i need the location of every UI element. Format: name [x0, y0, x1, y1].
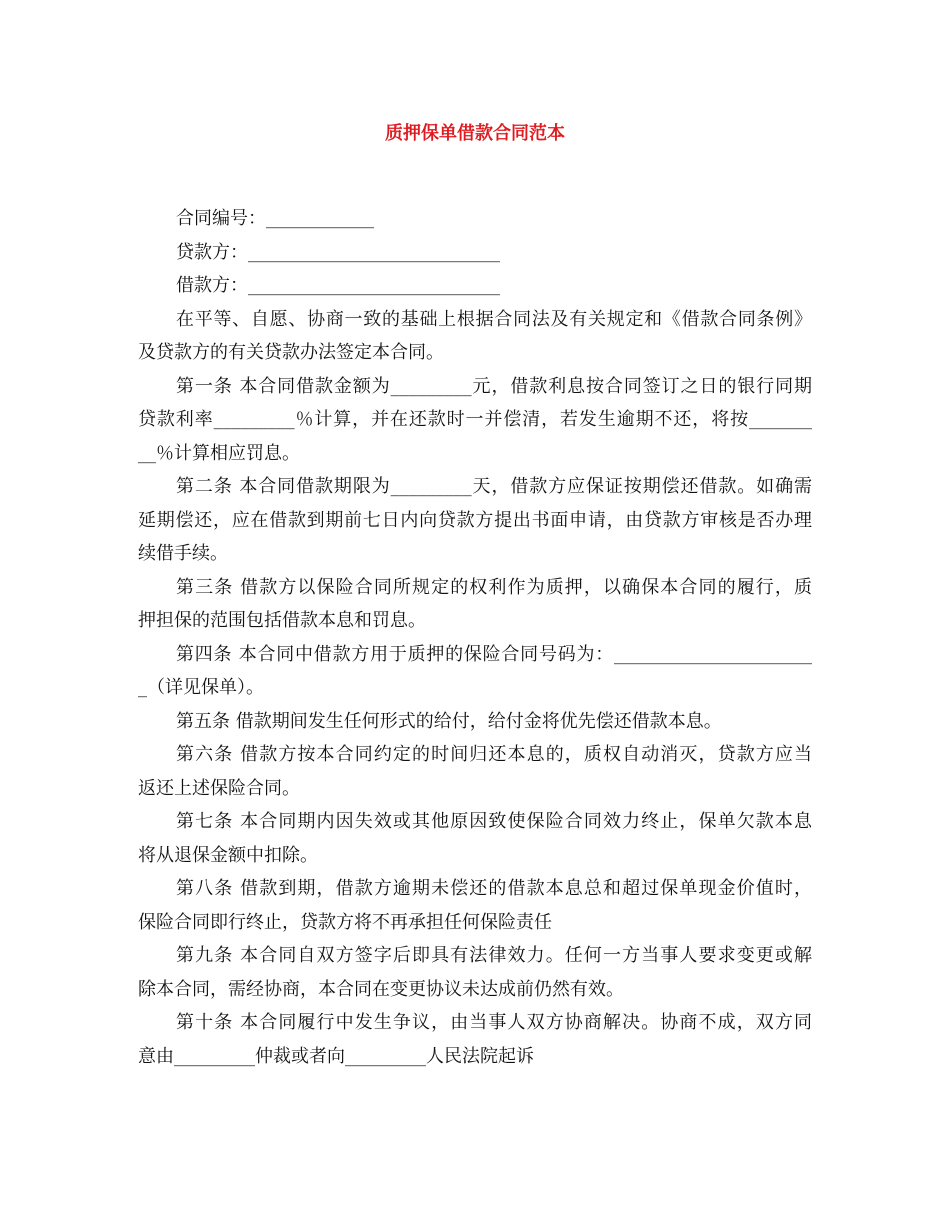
paragraph-line: 延期偿还，应在借款到期前七日内向贷款方提出书面申请，由贷款方审核是否办理 — [138, 509, 812, 531]
paragraph-article-10 — [138, 1006, 812, 1073]
borrower-field: 借款方：____________________________ — [176, 275, 500, 296]
contract-number-field: 合同编号：____________ — [176, 208, 374, 229]
paragraph-article-4 — [138, 638, 812, 705]
paragraph-line: 续借手续。 — [138, 543, 228, 564]
paragraph-line: __％计算相应罚息。 — [138, 442, 300, 464]
paragraph-line: 第四条 本合同中借款方用于质押的保险合同号码为：______________________ — [176, 643, 812, 665]
paragraph-line: _（详见保单）。 — [138, 677, 264, 698]
paragraph-article-3 — [138, 571, 812, 638]
paragraph-line: 第七条 本合同期内因失效或其他原因致使保险合同效力终止，保单欠款本息 — [176, 811, 812, 832]
paragraph-line: 押担保的范围包括借款本息和罚息。 — [138, 610, 426, 631]
paragraph-article-8 — [138, 872, 812, 939]
paragraph-line: 除本合同，需经协商，本合同在变更协议未达成前仍然有效。 — [138, 978, 624, 1000]
paragraph-line: 贷款利率_________％计算，并在还款时一并偿清，若发生逾期不还，将按_______ — [138, 409, 812, 430]
paragraph-article-5 — [138, 705, 812, 739]
paragraph-article-1 — [138, 370, 812, 471]
paragraph-preamble — [138, 303, 812, 370]
contract-body — [138, 303, 812, 1074]
paragraph-article-2 — [138, 470, 812, 571]
paragraph-line: 第十条 本合同履行中发生争议，由当事人双方协商解决。协商不成，双方同 — [176, 1012, 812, 1033]
paragraph-article-7 — [138, 805, 812, 872]
lender-field: 贷款方：____________________________ — [176, 241, 500, 263]
document-title: 质押保单借款合同范本 — [385, 123, 565, 144]
paragraph-line: 将从退保金额中扣除。 — [138, 844, 318, 866]
paragraph-line: 第六条 借款方按本合同约定的时间归还本息的，质权自动消灭，贷款方应当 — [176, 744, 812, 765]
paragraph-line: 在平等、自愿、协商一致的基础上根据合同法及有关规定和《借款合同条例》 — [176, 308, 812, 330]
paragraph-article-9 — [138, 939, 812, 1006]
paragraph-line: 第五条 借款期间发生任何形式的给付，给付金将优先偿还借款本息。 — [176, 710, 722, 732]
paragraph-line: 意由_________仲裁或者向_________人民法院起诉 — [138, 1045, 534, 1067]
paragraph-line: 第三条 借款方以保险合同所规定的权利作为质押，以确保本合同的履行，质 — [176, 576, 812, 598]
paragraph-line: 第一条 本合同借款金额为_________元，借款利息按合同签订之日的银行同期 — [176, 375, 812, 397]
paragraph-line: 及贷款方的有关贷款办法签定本合同。 — [138, 342, 444, 363]
document-page — [138, 118, 812, 1073]
paragraph-line: 返还上述保险合同。 — [138, 777, 300, 799]
paragraph-line: 第二条 本合同借款期限为_________天，借款方应保证按期偿还借款。如确需 — [176, 476, 812, 497]
paragraph-line: 第九条 本合同自双方签字后即具有法律效力。任何一方当事人要求变更或解 — [176, 945, 812, 966]
paragraph-line: 第八条 借款到期，借款方逾期未偿还的借款本息总和超过保单现金价值时， — [176, 878, 812, 899]
paragraph-line: 保险合同即行终止，贷款方将不再承担任何保险责任 — [138, 911, 552, 933]
paragraph-article-6 — [138, 738, 812, 805]
